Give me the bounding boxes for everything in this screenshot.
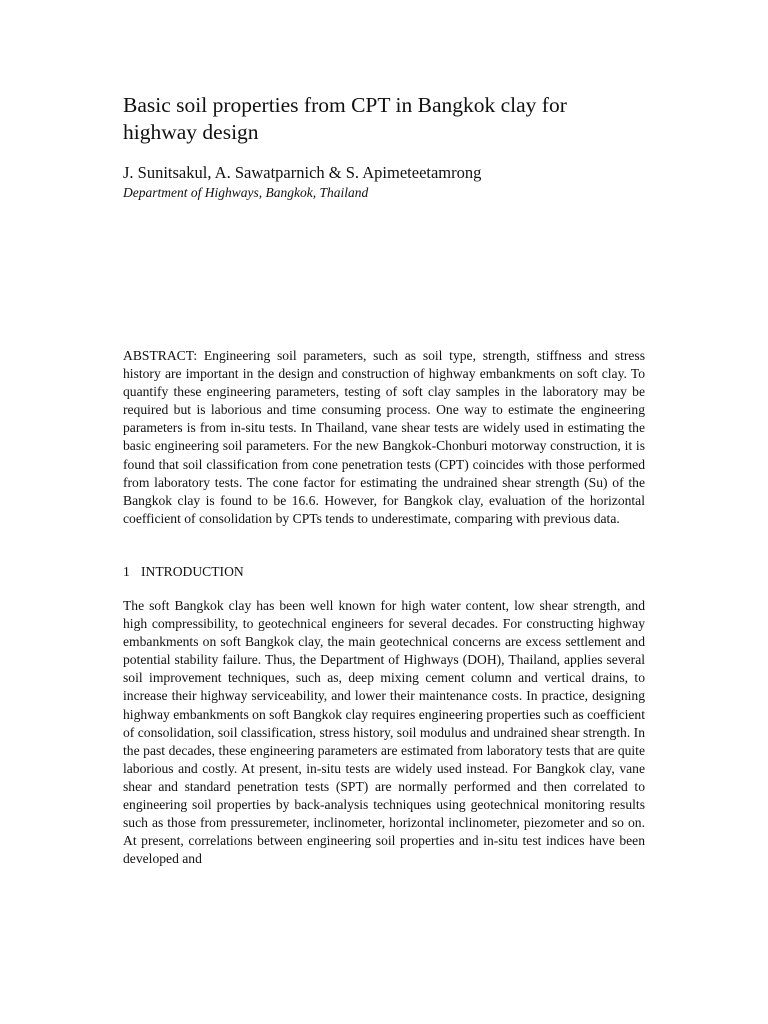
- section-heading-introduction: [123, 563, 645, 581]
- author-affiliation: Department of Highways, Bangkok, Thailand: [123, 185, 369, 200]
- abstract-label: ABSTRACT:: [123, 348, 198, 363]
- abstract: [123, 347, 645, 528]
- introduction-paragraph: The soft Bangkok clay has been well known for high water content, low shear strength, and high compressibility, to geotechnical engineers for several decades. For constructing highway embankments on soft Bangkok clay, the main geotechnical concerns are excess settlement and potential stability failure. Thus, the Department of Highways (DOH), Thailand, applies several soil improvement techniques, such as, deep mixing cement column and vertical drains, to increase their highway serviceability, and lower their maintenance costs. In practice, designing highway embankments on soft Bangkok clay requires engineering properties such as coefficient of consolidation, soil classification, stress history, soil modulus and undrained shear strength. In the past decades, these engineering parameters are estimated from laboratory tests that are quite laborious and costly. At present, in-situ tests are widely used instead. For Bangkok clay, vane shear and standard penetration tests (SPT) are normally performed and then correlated to engineering soil properties by back-analysis techniques using geotechnical monitoring results such as those from pressuremeter, inclinometer, horizontal inclinometer, piezometer and so on. At present, correlations between engineering soil properties and in-situ test indices have been developed and: [123, 597, 645, 867]
- abstract-text: Engineering soil parameters, such as soil type, strength, stiffness and stress history are important in the design and construction of highway embankments on soft clay. To quantify these engineering parameters, testing of soft clay samples in the laboratory may be required but is laborious and time consuming process. One way to estimate the engineering parameters is from in-situ tests. In Thailand, vane shear tests are widely used in estimating the basic engineering soil parameters. For the new Bangkok-Chonburi motorway construction, it is found that soil classification from cone penetration tests (CPT) coincides with those performed from laboratory tests. The cone factor for estimating the undrained shear strength (Su) of the Bangkok clay is found to be 16.6. However, for Bangkok clay, evaluation of the horizontal coefficient of consolidation by CPTs tends to underestimate, comparing with previous data.: [123, 348, 645, 526]
- section-title: INTRODUCTION: [141, 563, 244, 579]
- section-number: 1: [123, 563, 130, 579]
- paper-page: [123, 92, 645, 868]
- paper-title: Basic soil properties from CPT in Bangkok clay for highway design: [123, 93, 567, 144]
- author-list: J. Sunitsakul, A. Sawatparnich & S. Apimeteetamrong: [123, 163, 482, 182]
